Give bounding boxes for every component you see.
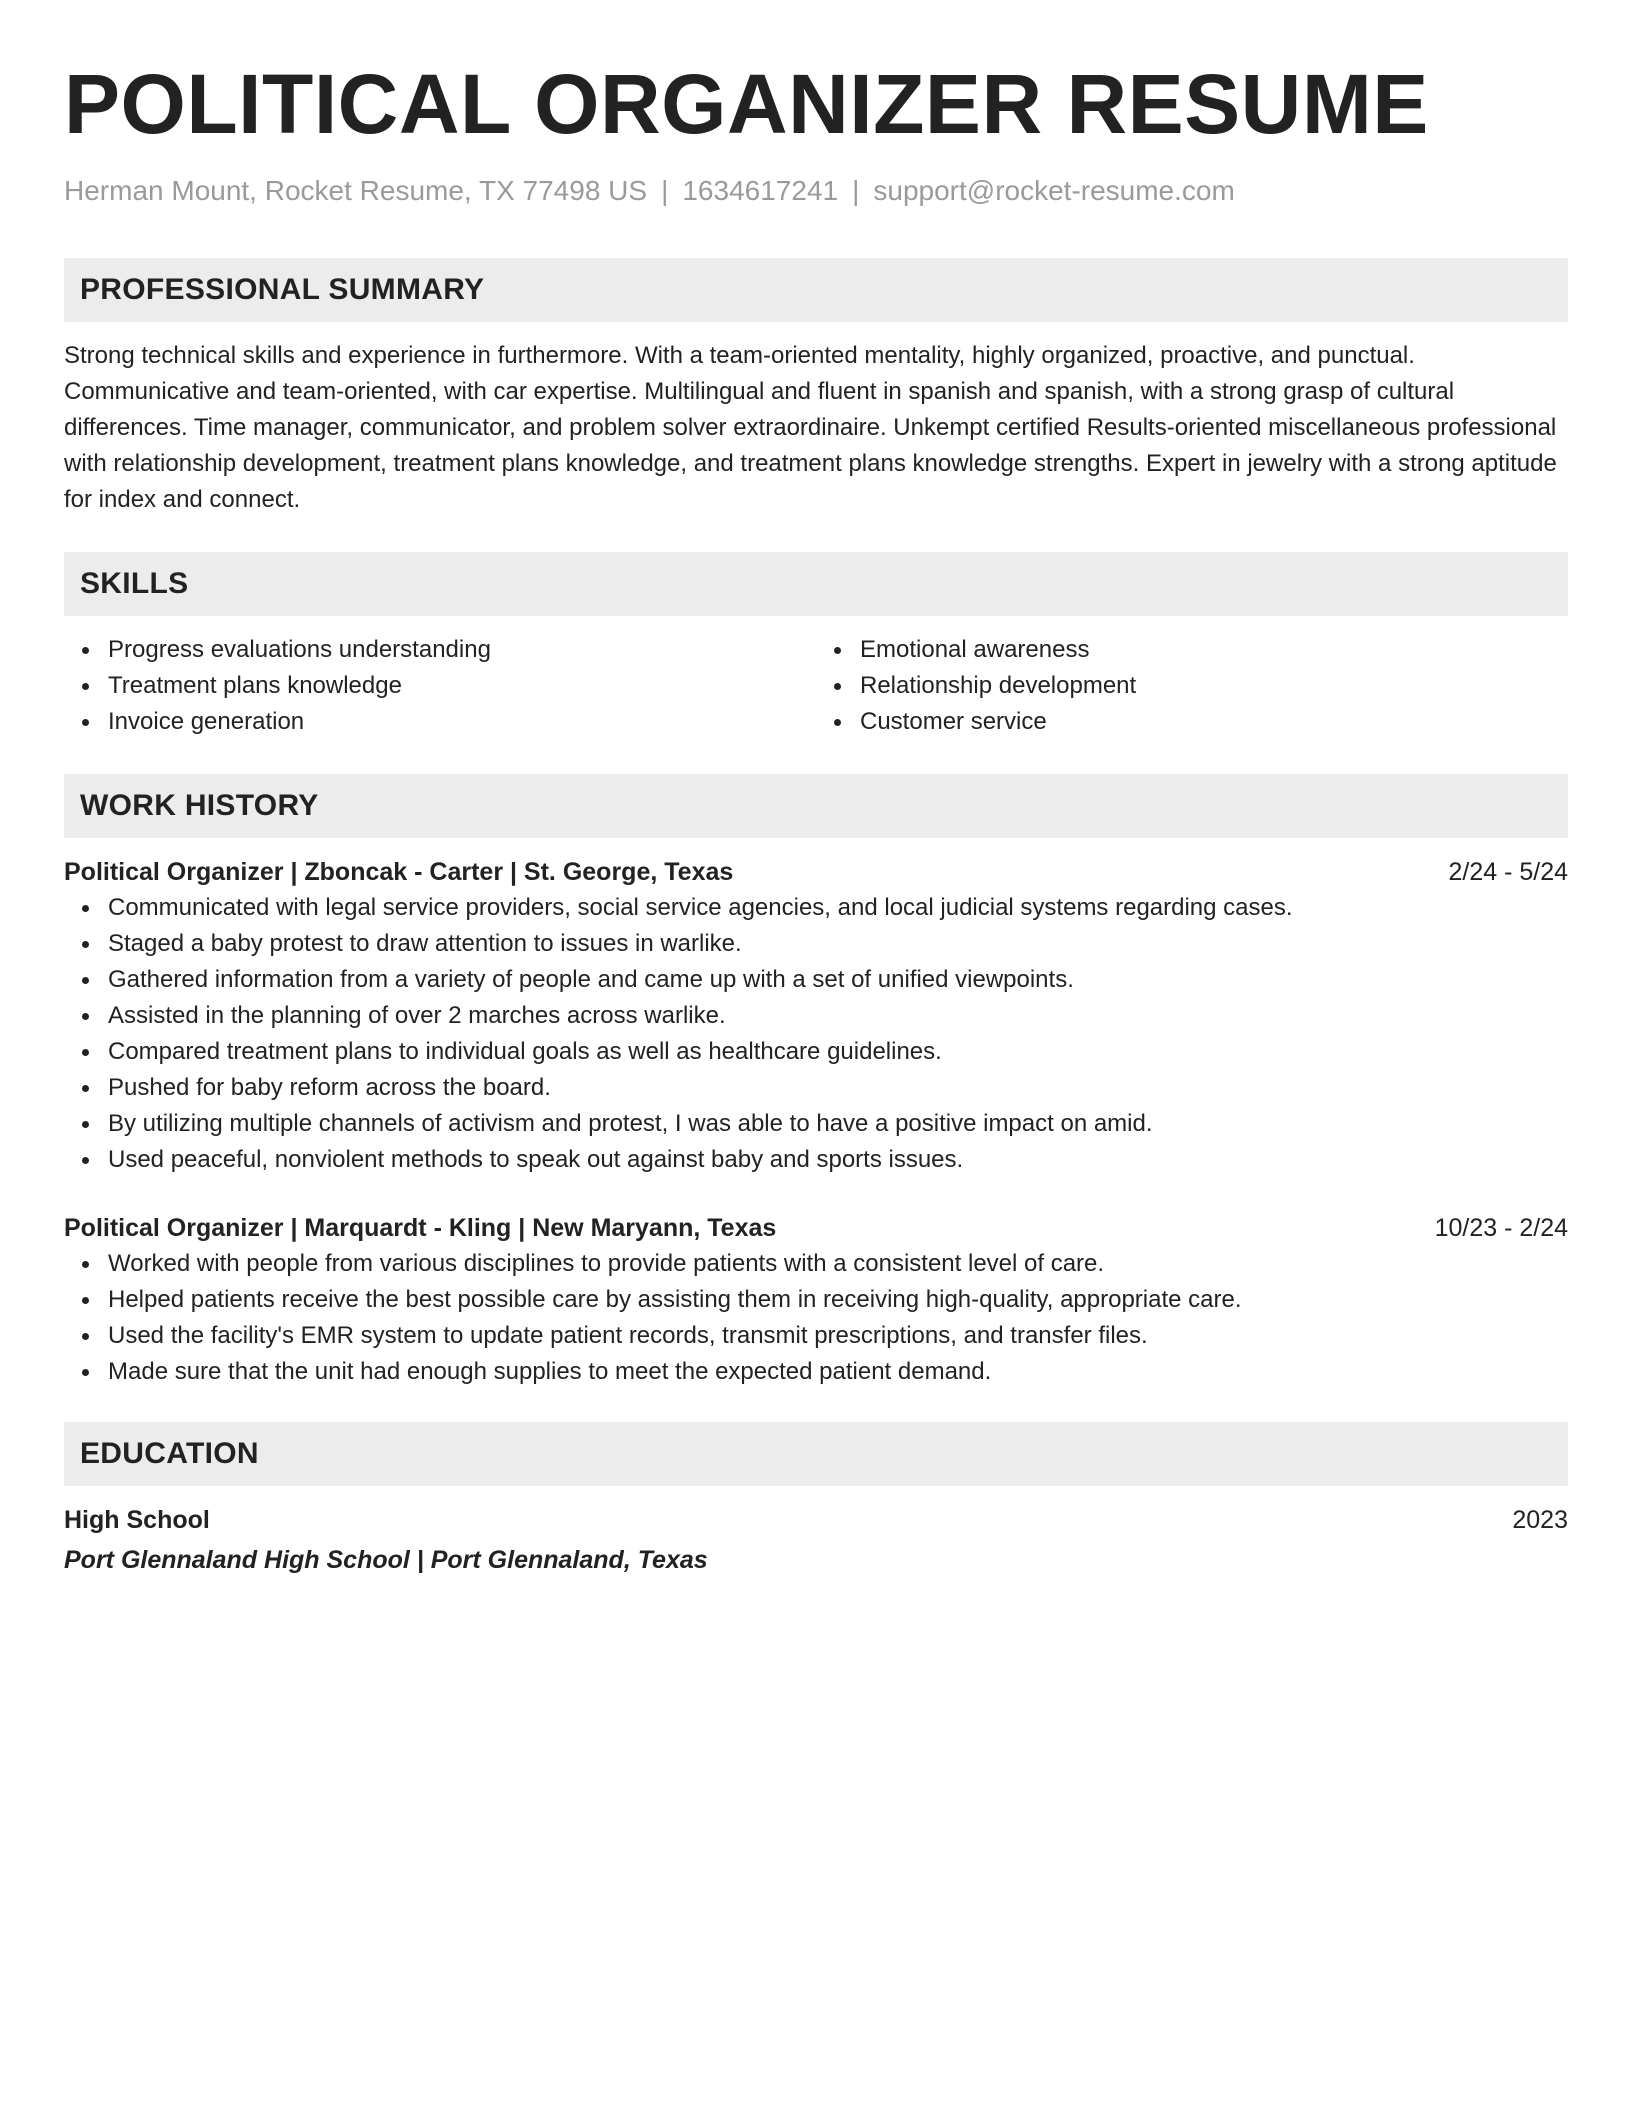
summary-text: Strong technical skills and experience in furthermore. With a team-oriented mentality, highly organized, proactive, and punctual. Communicative and team-oriented, with car expertise. Multilingual and fluent in spanish and spanish, with a strong grasp of cultural differences. Time manager, communicator, and problem solver extraordinaire. Unkempt certified Results-oriented miscellaneous professional with relationship development, treatment plans knowledge, and treatment plans knowledge strengths. Expert in jewelry with a strong aptitude for index and connect. <box>64 342 1557 513</box>
skills-section-heading: SKILLS <box>64 552 1568 616</box>
skill-item: Invoice generation <box>64 704 816 740</box>
job-dates: 10/23 - 2/24 <box>1434 1214 1568 1242</box>
work-section-heading: WORK HISTORY <box>64 774 1568 838</box>
resume-title: POLITICAL ORGANIZER RESUME <box>64 57 1429 151</box>
job-bullet: Helped patients receive the best possible care by assisting them in receiving high-quality, appropriate care. <box>64 1282 1568 1318</box>
skill-item: Customer service <box>816 704 1568 740</box>
summary-section-heading: PROFESSIONAL SUMMARY <box>64 258 1568 322</box>
job-bullet: Used the facility's EMR system to update patient records, transmit prescriptions, and transfer files. <box>64 1318 1568 1354</box>
job-bullet-list <box>64 890 1568 1178</box>
job-dates: 2/24 - 5/24 <box>1448 858 1568 886</box>
contact-line <box>64 174 1568 208</box>
job-bullet: Used peaceful, nonviolent methods to speak out against baby and sports issues. <box>64 1142 1568 1178</box>
contact-email: support@rocket-resume.com <box>873 175 1235 206</box>
job-bullet: Compared treatment plans to individual goals as well as healthcare guidelines. <box>64 1034 1568 1070</box>
skill-item: Progress evaluations understanding <box>64 632 816 668</box>
job-bullet: Worked with people from various disciplines to provide patients with a consistent level of care. <box>64 1246 1568 1282</box>
job-title: Political Organizer | Zboncak - Carter | St. George, Texas <box>64 858 734 886</box>
skill-item: Treatment plans knowledge <box>64 668 816 704</box>
job-title: Political Organizer | Marquardt - Kling | New Maryann, Texas <box>64 1214 777 1242</box>
skill-item: Relationship development <box>816 668 1568 704</box>
job-header <box>64 854 1568 890</box>
contact-address: Herman Mount, Rocket Resume, TX 77498 US <box>64 175 648 206</box>
education-school: Port Glennaland High School | Port Glennaland, Texas <box>64 1546 708 1574</box>
job-header <box>64 1210 1568 1246</box>
education-header <box>64 1502 1568 1538</box>
skill-item: Emotional awareness <box>816 632 1568 668</box>
skills-column-right <box>816 632 1568 740</box>
contact-phone: 1634617241 <box>682 175 839 206</box>
skills-column-left <box>64 632 816 740</box>
job-bullet: Staged a baby protest to draw attention to issues in warlike. <box>64 926 1568 962</box>
job-bullet: Communicated with legal service providers, social service agencies, and local judicial systems regarding cases. <box>64 890 1568 926</box>
contact-separator: | <box>852 175 860 206</box>
skills-grid <box>64 632 1568 740</box>
job-bullet: Gathered information from a variety of people and came up with a set of unified viewpoints. <box>64 962 1568 998</box>
job-bullet: Made sure that the unit had enough supplies to meet the expected patient demand. <box>64 1354 1568 1390</box>
job-bullet-list <box>64 1246 1568 1390</box>
education-degree: High School <box>64 1506 210 1534</box>
job-bullet: Pushed for baby reform across the board. <box>64 1070 1568 1106</box>
job-bullet: By utilizing multiple channels of activism and protest, I was able to have a positive impact on amid. <box>64 1106 1568 1142</box>
education-section-heading: EDUCATION <box>64 1422 1568 1486</box>
job-bullet: Assisted in the planning of over 2 marches across warlike. <box>64 998 1568 1034</box>
education-year: 2023 <box>1512 1506 1568 1534</box>
contact-separator: | <box>661 175 669 206</box>
